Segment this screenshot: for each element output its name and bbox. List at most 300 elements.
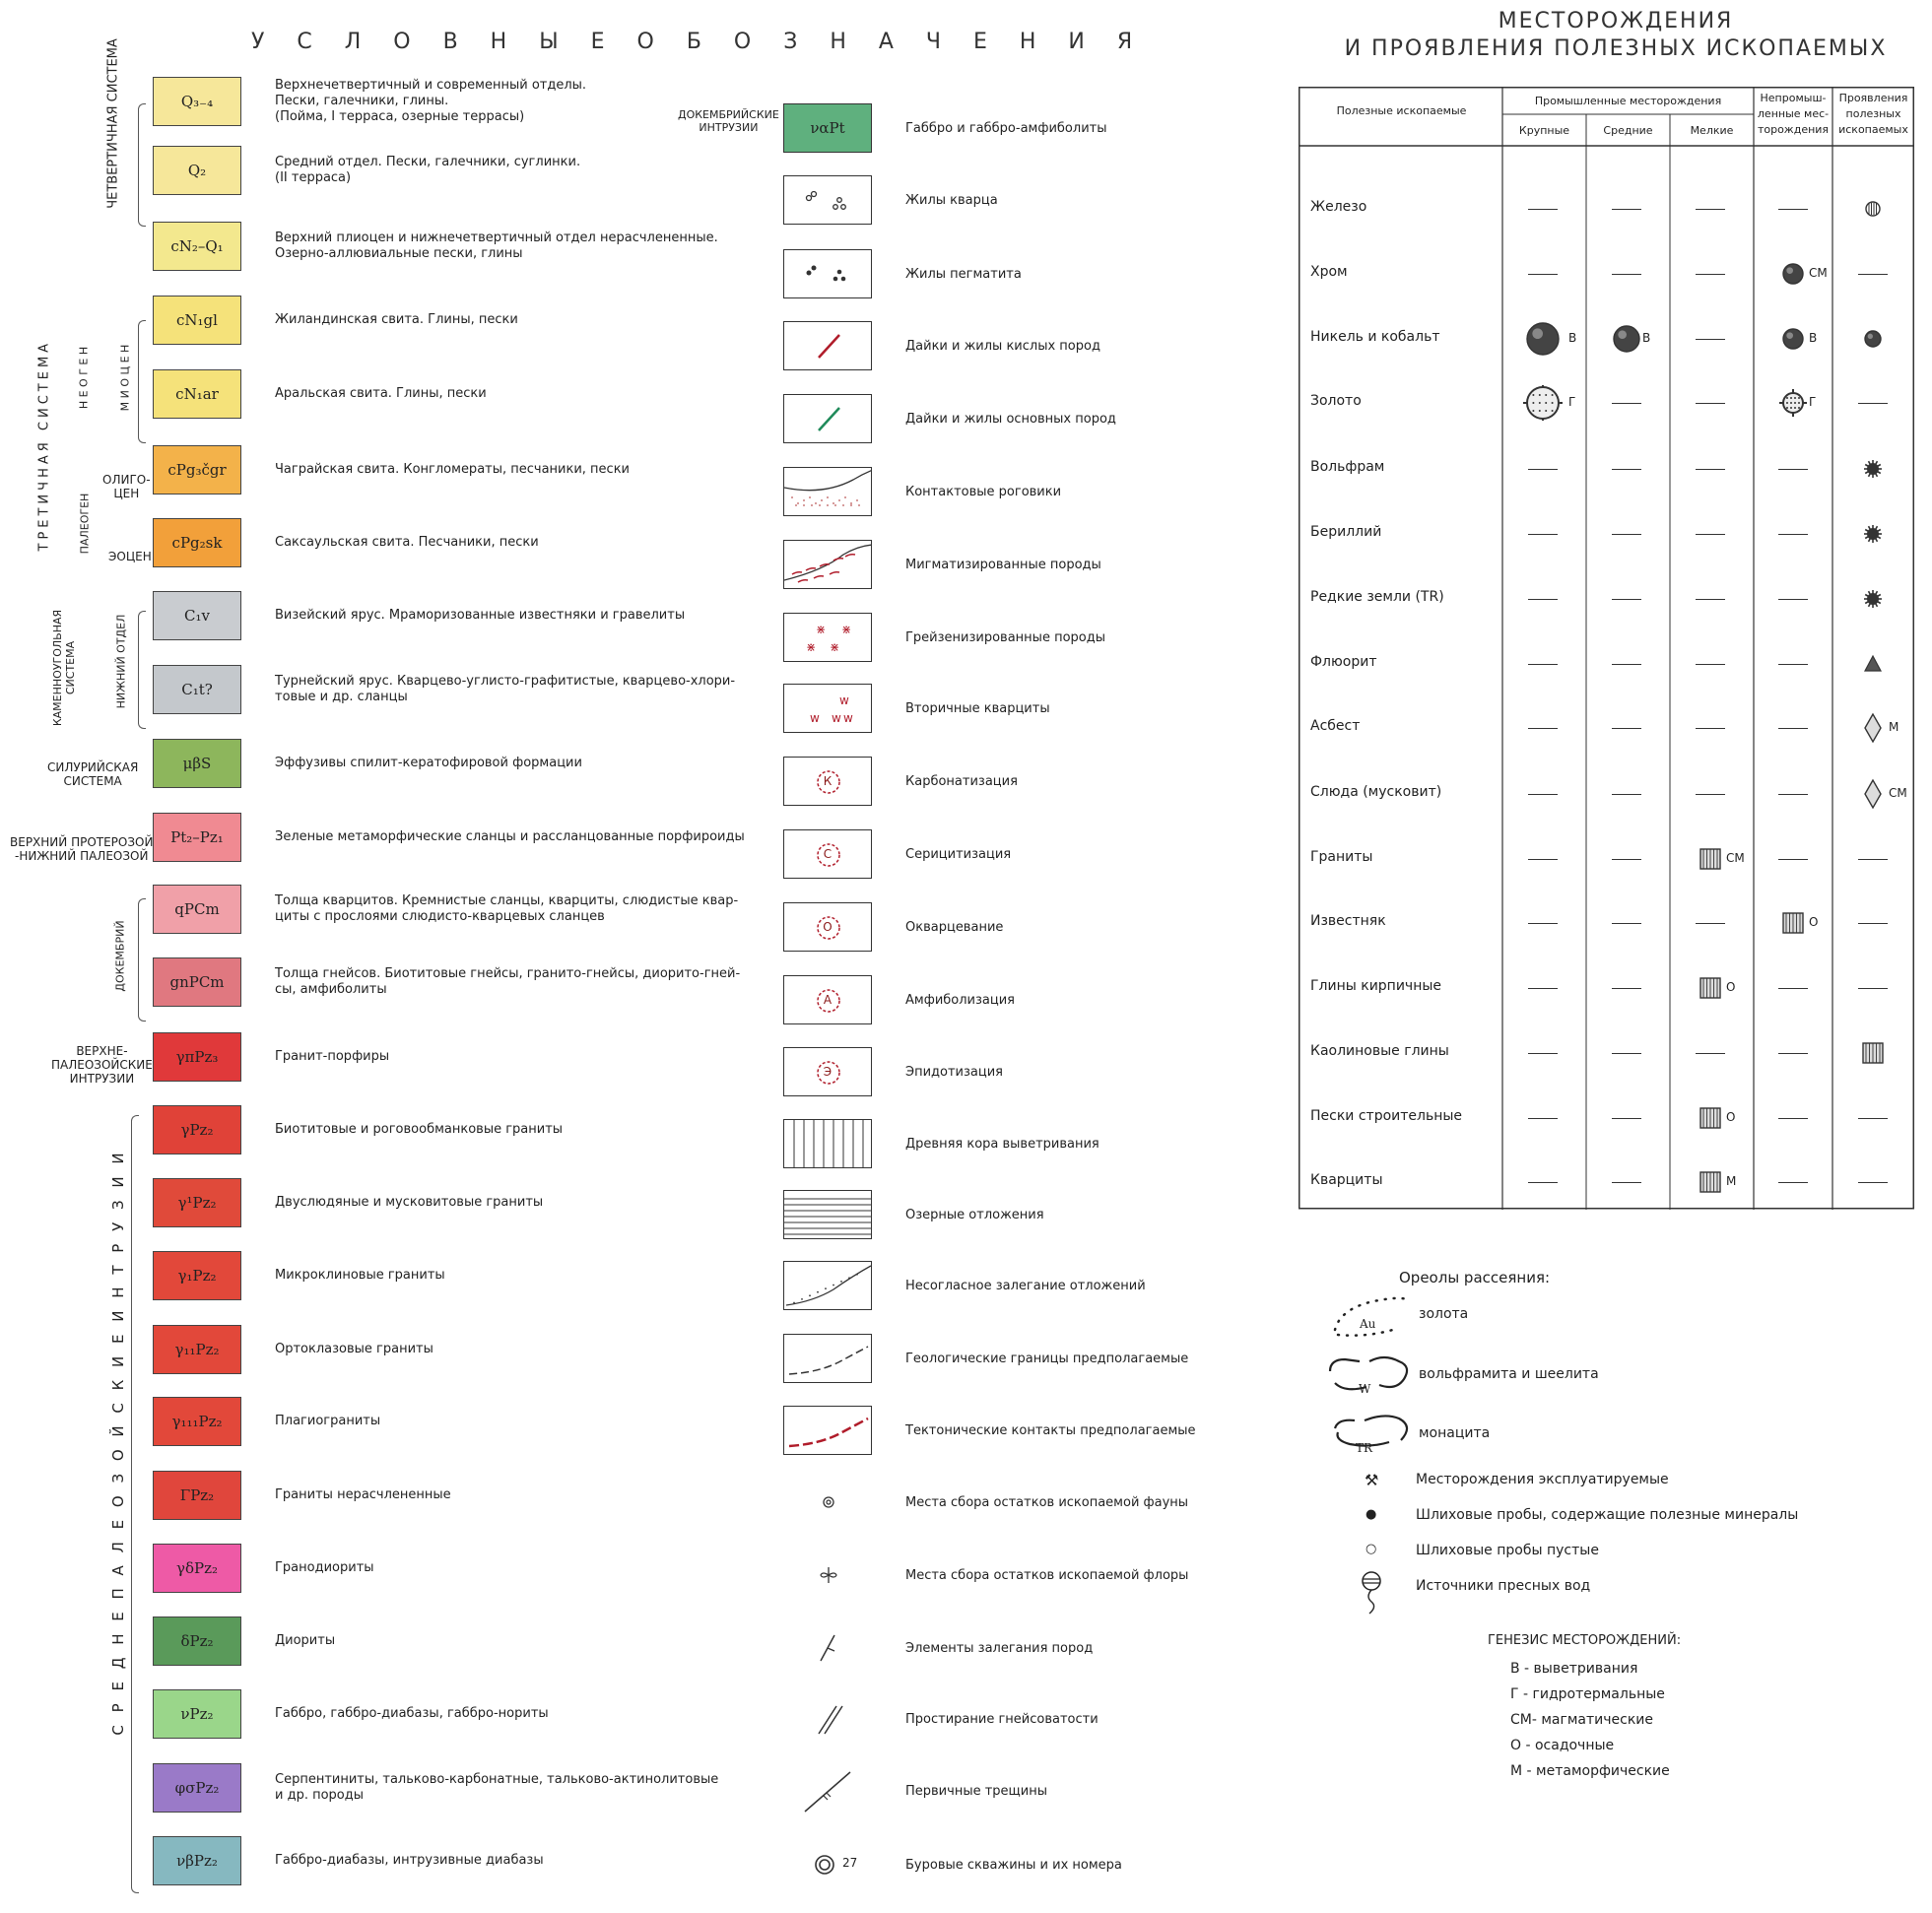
- legend-swatch: νβPz₂: [153, 1836, 241, 1885]
- legend-description: Гранит-порфиры: [275, 1049, 390, 1064]
- empty-cell-dash: [1528, 988, 1558, 989]
- legend-description: Визейский ярус. Мраморизованные известняки и гравелиты: [275, 608, 686, 623]
- legend-swatch: cPg₂sk: [153, 518, 241, 567]
- empty-cell-dash: [1612, 599, 1641, 600]
- empty-cell-dash: [1612, 274, 1641, 275]
- legend-swatch: Pt₂–Pz₁: [153, 813, 241, 862]
- symbol-row: [783, 394, 1217, 445]
- symbol-box: [783, 175, 872, 225]
- empty-cell-dash: [1528, 859, 1558, 860]
- symbol-box: [783, 975, 872, 1024]
- symbol-box: [783, 1694, 872, 1744]
- empty-cell-dash: [1778, 599, 1808, 600]
- symbol-description: Озерные отложения: [905, 1207, 1044, 1222]
- symbol-row: [783, 1047, 1217, 1098]
- mineral-name: Бериллий: [1310, 524, 1382, 540]
- empty-cell-dash: [1778, 664, 1808, 665]
- empty-cell-dash: [1696, 534, 1725, 535]
- legend-swatch: Q₃₋₄: [153, 77, 241, 126]
- legend-row: [153, 518, 764, 569]
- legend-row: [153, 957, 764, 1009]
- symbol-row: [783, 1694, 1217, 1746]
- empty-cell-dash: [1612, 1118, 1641, 1119]
- empty-cell-dash: [1528, 534, 1558, 535]
- halo-gold-label: Au: [1360, 1317, 1376, 1331]
- empty-cell-dash: [1528, 274, 1558, 275]
- genesis-code: В: [1642, 331, 1651, 345]
- legend-row: [153, 1616, 764, 1668]
- empty-cell-dash: [1612, 794, 1641, 795]
- deposits-title-line2: И ПРОЯВЛЕНИЯ ПОЛЕЗНЫХ ИСКОПАЕМЫХ: [1344, 36, 1888, 61]
- group-paleogene: ПАЛЕОГЕН: [78, 493, 92, 555]
- symbol-letter: А: [823, 993, 833, 1007]
- symbol-description: Габбро и габбро-амфиболиты: [905, 120, 1107, 136]
- col-occurrences: Проявления полезных ископаемых: [1838, 92, 1908, 136]
- deposit-symbol: [1773, 321, 1842, 357]
- empty-cell-dash: [1778, 859, 1808, 860]
- svg-text:⋇: ⋇: [816, 623, 827, 636]
- legend-swatch: cN₁ar: [153, 369, 241, 419]
- col-minerals: Полезные ископаемые: [1336, 104, 1467, 117]
- empty-cell-dash: [1528, 1053, 1558, 1054]
- deposit-symbol: [1853, 581, 1922, 617]
- symbol-box: [783, 103, 872, 153]
- col-nonindustrial: Непромыш- ленные мес- торождения: [1757, 92, 1830, 136]
- symbol-row: [783, 1840, 1217, 1891]
- empty-cell-dash: [1696, 403, 1725, 404]
- deposit-symbol: [1691, 1100, 1760, 1136]
- empty-cell-dash: [1858, 274, 1888, 275]
- halo-gold-text: золота: [1419, 1306, 1469, 1322]
- symbol-row: [783, 1550, 1217, 1602]
- symbol-code: ναPt: [810, 119, 845, 137]
- empty-cell-dash: [1696, 664, 1725, 665]
- symbol-box: [783, 684, 872, 733]
- group-carboniferous: КАМЕННОУГОЛЬНАЯ СИСТЕМА: [51, 609, 77, 727]
- brace-precambrian: [138, 898, 146, 1022]
- deposit-symbol: [1691, 970, 1760, 1006]
- symbol-box: [783, 613, 872, 662]
- deposit-symbol: [1853, 516, 1922, 552]
- group-neogene: Н Е О Г Е Н: [77, 346, 91, 410]
- empty-cell-dash: [1858, 859, 1888, 860]
- symbol-box: [783, 394, 872, 443]
- legend-row: [153, 146, 764, 197]
- legend-description: Диориты: [275, 1633, 336, 1648]
- legend-swatch: δPz₂: [153, 1616, 241, 1666]
- symbol-description: Окварцевание: [905, 919, 1004, 935]
- deposit-symbol: [1607, 321, 1676, 357]
- mined-deposits-text: Месторождения эксплуатируемые: [1416, 1472, 1669, 1487]
- spring-text: Источники пресных вод: [1416, 1578, 1591, 1594]
- symbol-description: Карбонатизация: [905, 773, 1018, 789]
- symbol-description: Места сбора остатков ископаемой флоры: [905, 1567, 1189, 1583]
- symbol-description: Места сбора остатков ископаемой фауны: [905, 1494, 1189, 1510]
- symbol-row: [783, 249, 1217, 300]
- legend-description: Толща гнейсов. Биотитовые гнейсы, гранито-гнейсы, диорито-гней- сы, амфиболиты: [275, 966, 741, 997]
- empty-cell-dash: [1528, 1118, 1558, 1119]
- symbol-row: [783, 1334, 1217, 1385]
- symbol-box: [783, 467, 872, 516]
- mineral-name: Граниты: [1310, 849, 1373, 865]
- symbol-description: Несогласное залегание отложений: [905, 1278, 1146, 1293]
- empty-cell-dash: [1528, 794, 1558, 795]
- legend-row: [153, 665, 764, 716]
- symbol-letter: К: [823, 774, 833, 788]
- group-upper-paleozoic-intrusions: ВЕРХНЕ- ПАЛЕОЗОЙСКИЕ ИНТРУЗИИ: [51, 1044, 153, 1086]
- empty-sample-text: Шлиховые пробы пустые: [1416, 1543, 1599, 1558]
- symbol-box: [783, 757, 872, 806]
- deposits-title-line1: МЕСТОРОЖДЕНИЯ: [1498, 9, 1734, 33]
- legend-row: [153, 739, 764, 790]
- empty-cell-dash: [1612, 664, 1641, 665]
- legend-row: [153, 1836, 764, 1887]
- halo-monazite-label: TR: [1356, 1441, 1373, 1455]
- genesis-item: В - выветривания: [1510, 1661, 1638, 1677]
- symbol-box: [783, 1190, 872, 1239]
- symbol-box: [783, 902, 872, 952]
- svg-text:w: w: [843, 711, 853, 725]
- symbol-box: [783, 1840, 872, 1889]
- legend-row: [153, 1763, 764, 1814]
- symbol-description: Буровые скважины и их номера: [905, 1857, 1122, 1873]
- legend-swatch: γδPz₂: [153, 1544, 241, 1593]
- symbol-row: [783, 1261, 1217, 1312]
- genesis-code: СМ: [1889, 786, 1907, 800]
- symbol-box: [783, 1047, 872, 1096]
- symbol-row: [783, 613, 1217, 664]
- empty-cell-dash: [1696, 339, 1725, 340]
- genesis-code: О: [1809, 915, 1819, 929]
- empty-cell-dash: [1612, 469, 1641, 470]
- deposit-symbol: [1691, 841, 1760, 877]
- empty-sample-icon: ○: [1366, 1542, 1377, 1556]
- genesis-code: М: [1889, 720, 1899, 734]
- legend-swatch: γ₁₁₁Pz₂: [153, 1397, 241, 1446]
- deposit-symbol: [1853, 710, 1922, 746]
- legend-description: Плагиограниты: [275, 1414, 381, 1428]
- genesis-code: М: [1726, 1174, 1737, 1188]
- halos-title: Ореолы рассеяния:: [1399, 1269, 1551, 1286]
- empty-cell-dash: [1528, 1182, 1558, 1183]
- filled-sample-icon: ●: [1366, 1507, 1377, 1522]
- empty-cell-dash: [1858, 403, 1888, 404]
- halo-gold-symbol: [1330, 1290, 1419, 1340]
- empty-cell-dash: [1858, 1118, 1888, 1119]
- empty-cell-dash: [1778, 534, 1808, 535]
- genesis-code: О: [1726, 980, 1736, 994]
- symbol-description: Геологические границы предполагаемые: [905, 1351, 1189, 1366]
- deposit-symbol: [1853, 191, 1922, 227]
- legend-swatch: γPz₂: [153, 1105, 241, 1154]
- brace-neogene: [138, 320, 146, 443]
- empty-cell-dash: [1528, 664, 1558, 665]
- halo-wolframite-symbol: [1325, 1352, 1419, 1401]
- empty-cell-dash: [1858, 1182, 1888, 1183]
- empty-cell-dash: [1612, 988, 1641, 989]
- symbol-box: [783, 1478, 872, 1527]
- empty-cell-dash: [1696, 469, 1725, 470]
- legend-swatch: cN₂–Q₁: [153, 222, 241, 271]
- mineral-name: Вольфрам: [1310, 459, 1385, 475]
- symbol-box: [783, 249, 872, 298]
- svg-text:⋇: ⋇: [830, 640, 840, 654]
- mineral-name: Глины кирпичные: [1310, 978, 1442, 994]
- empty-cell-dash: [1778, 988, 1808, 989]
- filled-sample-text: Шлиховые пробы, содержащие полезные минералы: [1416, 1507, 1799, 1523]
- legend-row: [153, 1105, 764, 1156]
- svg-text:w: w: [839, 693, 849, 707]
- deposit-symbol: [1773, 256, 1842, 292]
- mineral-name: Асбест: [1310, 718, 1361, 734]
- legend-row: [153, 1325, 764, 1376]
- symbol-letter: С: [823, 847, 833, 861]
- empty-cell-dash: [1778, 1053, 1808, 1054]
- brace-intrusions: [131, 1115, 139, 1893]
- legend-swatch: φσPz₂: [153, 1763, 241, 1813]
- symbol-row: [783, 757, 1217, 808]
- col-industrial: Промышленные месторождения: [1534, 95, 1722, 107]
- symbol-description: Тектонические контакты предполагаемые: [905, 1422, 1196, 1438]
- legend-swatch: C₁v: [153, 591, 241, 640]
- symbol-description: Жилы пегматита: [905, 266, 1022, 282]
- symbol-box: [783, 829, 872, 879]
- symbol-description: Жилы кварца: [905, 192, 998, 208]
- col-large: Крупные: [1518, 124, 1570, 137]
- legend-description: Турнейский ярус. Кварцево-углисто-графитистые, кварцево-хлори- товые и др. сланцы: [275, 674, 736, 704]
- symbol-row: [783, 1119, 1217, 1170]
- symbol-row: [783, 829, 1217, 881]
- symbol-row: [783, 1623, 1217, 1675]
- genesis-code: Г: [1568, 395, 1576, 409]
- empty-cell-dash: [1778, 469, 1808, 470]
- symbol-description: Первичные трещины: [905, 1783, 1047, 1799]
- borehole-number: 27: [842, 1856, 858, 1870]
- legend-swatch: cN₁gl: [153, 296, 241, 345]
- empty-cell-dash: [1528, 209, 1558, 210]
- empty-cell-dash: [1778, 1118, 1808, 1119]
- mineral-name: Пески строительные: [1310, 1108, 1463, 1124]
- legend-swatch: μβS: [153, 739, 241, 788]
- symbol-box: [783, 1334, 872, 1383]
- symbol-row: [783, 902, 1217, 954]
- group-upper-proterozoic: ВЕРХНИЙ ПРОТЕРОЗОЙ -НИЖНИЙ ПАЛЕОЗОЙ: [10, 835, 154, 863]
- group-miocene: М И О Ц Е Н: [118, 344, 132, 412]
- legend-swatch: C₁t?: [153, 665, 241, 714]
- symbol-description: Грейзенизированные породы: [905, 629, 1105, 645]
- deposit-symbol: [1853, 321, 1922, 357]
- legend-row: [153, 1032, 764, 1084]
- symbol-description: Вторичные кварциты: [905, 700, 1050, 716]
- halo-wolframite-text: вольфрамита и шеелита: [1419, 1366, 1599, 1382]
- legend-description: Микроклиновые граниты: [275, 1268, 445, 1283]
- deposit-symbol: [1853, 1035, 1922, 1071]
- legend-description: Верхний плиоцен и нижнечетвертичный отдел нерасчлененные. Озерно-аллювиальные пески, глины: [275, 231, 718, 261]
- legend-swatch: γ₁Pz₂: [153, 1251, 241, 1300]
- symbol-description: Эпидотизация: [905, 1064, 1003, 1080]
- empty-cell-dash: [1858, 988, 1888, 989]
- symbol-box: [783, 1550, 872, 1600]
- mined-deposits-icon: ⚒: [1365, 1471, 1379, 1489]
- empty-cell-dash: [1612, 728, 1641, 729]
- legend-row: [153, 369, 764, 421]
- svg-text:⋇: ⋇: [806, 640, 817, 654]
- symbol-description: Амфиболизация: [905, 992, 1015, 1008]
- empty-cell-dash: [1612, 209, 1641, 210]
- symbol-row: [783, 1190, 1217, 1241]
- legend-title: У С Л О В Н Ы Е О Б О З Н А Ч Е Н И Я: [251, 30, 1146, 54]
- empty-cell-dash: [1612, 534, 1641, 535]
- mineral-name: Кварциты: [1310, 1172, 1383, 1188]
- legend-swatch: gnPCm: [153, 957, 241, 1007]
- legend-row: [153, 1689, 764, 1741]
- legend-description: Гранодиориты: [275, 1560, 374, 1575]
- halo-monazite-text: монацита: [1419, 1425, 1491, 1441]
- symbol-row: [783, 103, 1217, 155]
- genesis-code: Г: [1809, 395, 1817, 409]
- symbol-row: [783, 1406, 1217, 1457]
- legend-row: [153, 813, 764, 864]
- mineral-name: Железо: [1310, 199, 1367, 215]
- legend-description: Эффузивы спилит-кератофировой формации: [275, 756, 582, 770]
- legend-description: Жиландинская свита. Глины, пески: [275, 312, 518, 327]
- genesis-item: СМ- магматические: [1510, 1712, 1653, 1728]
- table-grid: [1299, 87, 1914, 1210]
- symbol-letter: Э: [823, 1065, 833, 1079]
- svg-text:⋇: ⋇: [841, 623, 852, 636]
- genesis-item: О - осадочные: [1510, 1738, 1615, 1753]
- legend-row: [153, 296, 764, 347]
- group-quaternary: ЧЕТВЕРТИЧНАЯ СИСТЕМА: [105, 38, 121, 209]
- symbol-description: Древняя кора выветривания: [905, 1136, 1099, 1152]
- symbol-description: Мигматизированные породы: [905, 557, 1101, 572]
- genesis-code: О: [1726, 1110, 1736, 1124]
- deposit-symbol: [1773, 385, 1842, 421]
- empty-cell-dash: [1696, 274, 1725, 275]
- symbol-row: [783, 684, 1217, 735]
- deposit-symbol: [1691, 1164, 1760, 1200]
- empty-cell-dash: [1778, 209, 1808, 210]
- empty-cell-dash: [1612, 923, 1641, 924]
- legend-row: [153, 1178, 764, 1229]
- legend-description: Чаграйская свита. Конгломераты, песчаники, пески: [275, 462, 631, 477]
- legend-swatch: γ¹Pz₂: [153, 1178, 241, 1227]
- spring-icon: [1358, 1569, 1385, 1616]
- symbol-box: [783, 321, 872, 370]
- group-precambrian: ДОКЕМБРИЙ: [113, 920, 127, 992]
- group-eocene: ЭОЦЕН: [108, 550, 152, 563]
- legend-swatch: cPg₃čgr: [153, 445, 241, 495]
- legend-swatch: γ₁₁Pz₂: [153, 1325, 241, 1374]
- svg-text:w: w: [832, 711, 841, 725]
- symbol-row: [783, 467, 1217, 518]
- symbol-row: [783, 1766, 1217, 1817]
- genesis-code: В: [1809, 331, 1818, 345]
- deposit-symbol: [1523, 321, 1592, 357]
- genesis-code: СМ: [1809, 266, 1828, 280]
- symbol-box: [783, 1119, 872, 1168]
- mineral-name: Каолиновые глины: [1310, 1043, 1449, 1059]
- legend-description: Саксаульская свита. Песчаники, пески: [275, 535, 539, 550]
- symbol-box: [783, 1406, 872, 1455]
- empty-cell-dash: [1696, 1053, 1725, 1054]
- mineral-name: Известняк: [1310, 913, 1386, 929]
- empty-cell-dash: [1858, 923, 1888, 924]
- legend-description: Двуслюдяные и мусковитовые граниты: [275, 1195, 544, 1210]
- empty-cell-dash: [1696, 794, 1725, 795]
- symbol-description: Дайки и жилы основных пород: [905, 411, 1116, 427]
- symbol-description: Контактовые роговики: [905, 484, 1062, 499]
- symbol-box: [783, 1766, 872, 1815]
- deposit-symbol: [1853, 646, 1922, 682]
- symbol-box: [783, 540, 872, 589]
- legend-description: Серпентиниты, тальково-карбонатные, тальково-актинолитовые и др. породы: [275, 1772, 719, 1803]
- empty-cell-dash: [1696, 923, 1725, 924]
- symbol-box: [783, 1623, 872, 1673]
- legend-swatch: Q₂: [153, 146, 241, 195]
- empty-cell-dash: [1528, 469, 1558, 470]
- symbol-description: Элементы залегания пород: [905, 1640, 1094, 1656]
- empty-cell-dash: [1612, 1182, 1641, 1183]
- empty-cell-dash: [1778, 1182, 1808, 1183]
- brace-carboniferous: [138, 611, 146, 729]
- legend-description: Аральская свита. Глины, пески: [275, 386, 487, 401]
- legend-description: Верхнечетвертичный и современный отделы. Пески, галечники, глины. (Пойма, I терраса, озерные террасы): [275, 78, 587, 124]
- symbol-row: [783, 321, 1217, 372]
- symbol-row: [783, 975, 1217, 1026]
- empty-cell-dash: [1612, 859, 1641, 860]
- deposits-title: [1281, 8, 1932, 63]
- group-middle-paleozoic-intrusions: С Р Е Д Н Е П А Л Е О З О Й С К И Е И Н Т Р У З И И: [109, 1149, 127, 1736]
- empty-cell-dash: [1528, 923, 1558, 924]
- group-silurian: СИЛУРИЙСКАЯ СИСТЕМА: [47, 760, 139, 788]
- legend-description: Габбро-диабазы, интрузивные диабазы: [275, 1853, 544, 1868]
- group-lower-series: НИЖНИЙ ОТДЕЛ: [114, 614, 128, 709]
- group-oligocene: ОЛИГО- ЦЕН: [102, 473, 151, 500]
- genesis-item: М - метаморфические: [1510, 1763, 1670, 1779]
- deposit-symbol: [1523, 385, 1592, 421]
- group-precambrian-intrusions: ДОКЕМБРИЙСКИЕ ИНТРУЗИИ: [678, 108, 779, 134]
- mineral-name: Редкие земли (TR): [1310, 589, 1444, 605]
- legend-swatch: qPCm: [153, 885, 241, 934]
- empty-cell-dash: [1778, 728, 1808, 729]
- deposit-symbol: [1773, 905, 1842, 941]
- halo-wolframite-label: W: [1359, 1382, 1371, 1396]
- empty-cell-dash: [1612, 1053, 1641, 1054]
- mineral-name: Слюда (мусковит): [1310, 784, 1442, 800]
- legend-description: Биотитовые и роговообманковые граниты: [275, 1122, 564, 1137]
- empty-cell-dash: [1696, 599, 1725, 600]
- legend-description: Средний отдел. Пески, галечники, суглинки. (II терраса): [275, 155, 581, 185]
- empty-cell-dash: [1778, 794, 1808, 795]
- legend-description: Ортоклазовые граниты: [275, 1342, 433, 1356]
- symbol-row: [783, 540, 1217, 591]
- legend-description: Габбро, габбро-диабазы, габбро-нориты: [275, 1706, 549, 1721]
- group-tertiary: ТРЕТИЧНАЯ СИСТЕМА: [36, 339, 52, 552]
- empty-cell-dash: [1612, 403, 1641, 404]
- col-small: Мелкие: [1690, 124, 1734, 137]
- legend-row: [153, 1471, 764, 1522]
- legend-description: Зеленые метаморфические сланцы и рассланцованные порфироиды: [275, 829, 745, 844]
- symbol-description: Серицитизация: [905, 846, 1012, 862]
- genesis-code: СМ: [1726, 851, 1745, 865]
- symbol-row: [783, 175, 1217, 227]
- legend-row: [153, 591, 764, 642]
- mineral-name: Золото: [1310, 393, 1362, 409]
- symbol-row: [783, 1478, 1217, 1529]
- symbol-letter: О: [823, 920, 833, 934]
- col-medium: Средние: [1603, 124, 1653, 137]
